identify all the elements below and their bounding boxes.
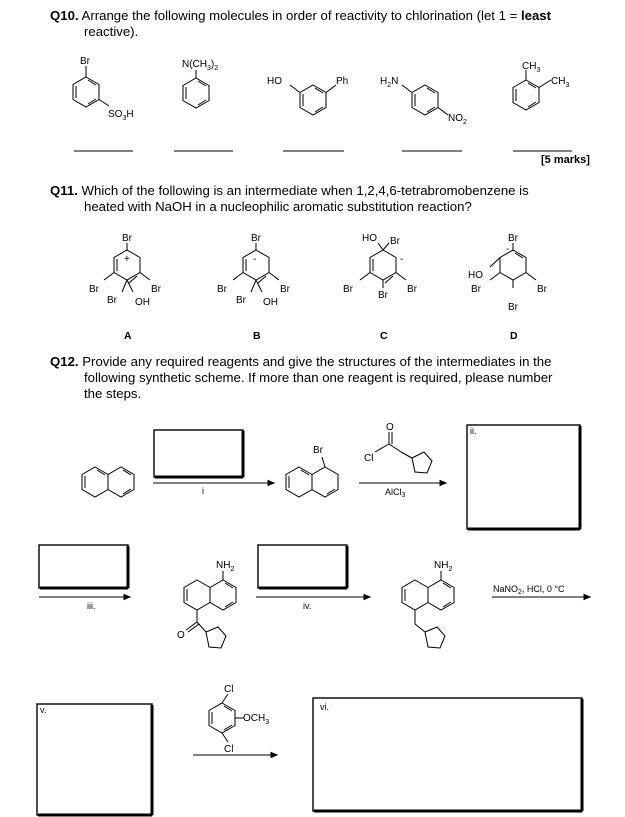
q10-number: Q10. xyxy=(50,8,79,23)
b-br-top: Br xyxy=(251,233,261,244)
q10-molecule-4 xyxy=(380,76,467,126)
anisole-cl-bottom: Cl xyxy=(224,744,234,755)
amino-ketone xyxy=(177,560,236,648)
m4-no2: $NO_2$ xyxy=(448,113,467,126)
c-minus: - xyxy=(400,254,404,265)
m3-ph: Ph xyxy=(336,76,349,87)
a-br-top: Br xyxy=(122,233,132,244)
m4-h2n: $H_2N$ xyxy=(380,76,399,89)
answer-box-v[interactable] xyxy=(37,704,152,815)
m2-nme2: $N(CH_3)_2$ xyxy=(182,59,219,72)
step-label-vi: vi. xyxy=(320,702,329,712)
anisole-cl-top: Cl xyxy=(224,684,234,695)
bromonaphthalene xyxy=(286,445,338,497)
amine-1-nh2: $NH_2$ xyxy=(216,560,235,573)
dichloroanisole xyxy=(209,684,269,755)
a-oh: OH xyxy=(135,297,150,308)
amino-ketone-o: O xyxy=(177,630,185,641)
acyl-chloride xyxy=(364,422,432,473)
q12-text-line3: the steps. xyxy=(84,386,142,401)
option-d[interactable]: D xyxy=(510,330,518,342)
q10-text-line2: reactive). xyxy=(84,24,139,39)
b-br-left: Br xyxy=(217,284,227,295)
option-a[interactable]: A xyxy=(124,330,132,342)
answer-box-i[interactable] xyxy=(154,430,243,477)
q11-structure-c xyxy=(343,233,418,301)
m1-so3h: $SO_3H$ xyxy=(108,109,134,122)
step-label-v: v. xyxy=(40,705,47,715)
q12-text-line1: Provide any required reagents and give the structures of the intermediates in the xyxy=(82,354,552,369)
q11-structure-d xyxy=(468,233,548,313)
c-br-bottom: Br xyxy=(378,290,388,301)
q10-molecule-3 xyxy=(267,76,348,115)
answer-box-iv[interactable] xyxy=(258,545,347,588)
q11-structure-a xyxy=(89,233,162,308)
a-br-bottom: Br xyxy=(107,295,117,306)
step-label-iii: iii. xyxy=(87,601,96,611)
q10-molecule-5 xyxy=(513,61,569,110)
option-c[interactable]: C xyxy=(380,330,388,342)
q10-emphasis: least xyxy=(520,8,552,23)
q12-text-line2: following synthetic scheme. If more than one reagent is required, please number xyxy=(84,370,553,385)
c-br-left: Br xyxy=(343,284,353,295)
d-br-left: Br xyxy=(471,284,481,295)
bromonaph-br: Br xyxy=(313,445,323,456)
c-br-right: Br xyxy=(407,284,417,295)
step-label-ii: ii. xyxy=(470,426,477,436)
acyl-cl: Cl xyxy=(364,453,374,464)
step-label-iv: iv. xyxy=(303,601,312,611)
answer-box-vi[interactable] xyxy=(313,698,582,811)
reagent-alcl3: AlCl$_3$ xyxy=(385,487,406,499)
a-br-right: Br xyxy=(151,284,161,295)
amine-2-nh2: $NH_2$ xyxy=(434,560,453,573)
q10-molecule-1 xyxy=(73,56,134,122)
q11-number: Q11. xyxy=(50,183,78,198)
b-br-right: Br xyxy=(280,284,290,295)
m1-br: Br xyxy=(80,56,90,67)
c-br-top: Br xyxy=(390,236,400,247)
answer-box-iii[interactable] xyxy=(39,545,128,588)
d-br-bottom: Br xyxy=(508,302,518,313)
d-ho: HO xyxy=(468,270,483,281)
answer-box-ii[interactable] xyxy=(467,425,580,529)
amino-alkyl xyxy=(402,560,454,648)
q12-number: Q12. xyxy=(50,354,79,369)
b-oh: OH xyxy=(263,297,278,308)
option-b[interactable]: B xyxy=(253,330,261,342)
a-br-left: Br xyxy=(89,284,99,295)
q10-marks: [5 marks] xyxy=(541,154,590,166)
m3-ho: HO xyxy=(267,76,282,87)
q10-text: Arrange the following molecules in order of reactivity to chlorination (let 1 = xyxy=(81,8,521,23)
d-br-right: Br xyxy=(537,284,547,295)
d-br-top: Br xyxy=(508,233,518,244)
q10-molecule-2 xyxy=(182,59,218,108)
q11-structure-b xyxy=(217,233,291,308)
anisole-och3: $OCH_3$ xyxy=(243,713,270,726)
a-plus: + xyxy=(124,254,130,265)
m5-ch3-right: $CH_3$ xyxy=(551,76,570,89)
m5-ch3-top: $CH_3$ xyxy=(522,61,541,74)
d-minus: - xyxy=(506,244,510,255)
c-ho: HO xyxy=(362,233,377,244)
step-label-i: i xyxy=(202,486,204,496)
b-minus: - xyxy=(253,254,257,265)
reagent-nano2: NaNO$_2$, HCl, 0 °C xyxy=(493,584,565,596)
acyl-o: O xyxy=(386,422,394,433)
naphthalene xyxy=(82,467,134,497)
q11-text-line1: Which of the following is an intermediate when 1,2,4,6-tetrabromobenzene is xyxy=(81,183,529,198)
q11-text-line2: heated with NaOH in a nucleophilic aromatic substitution reaction? xyxy=(84,199,472,214)
b-br-bottom: Br xyxy=(236,295,246,306)
